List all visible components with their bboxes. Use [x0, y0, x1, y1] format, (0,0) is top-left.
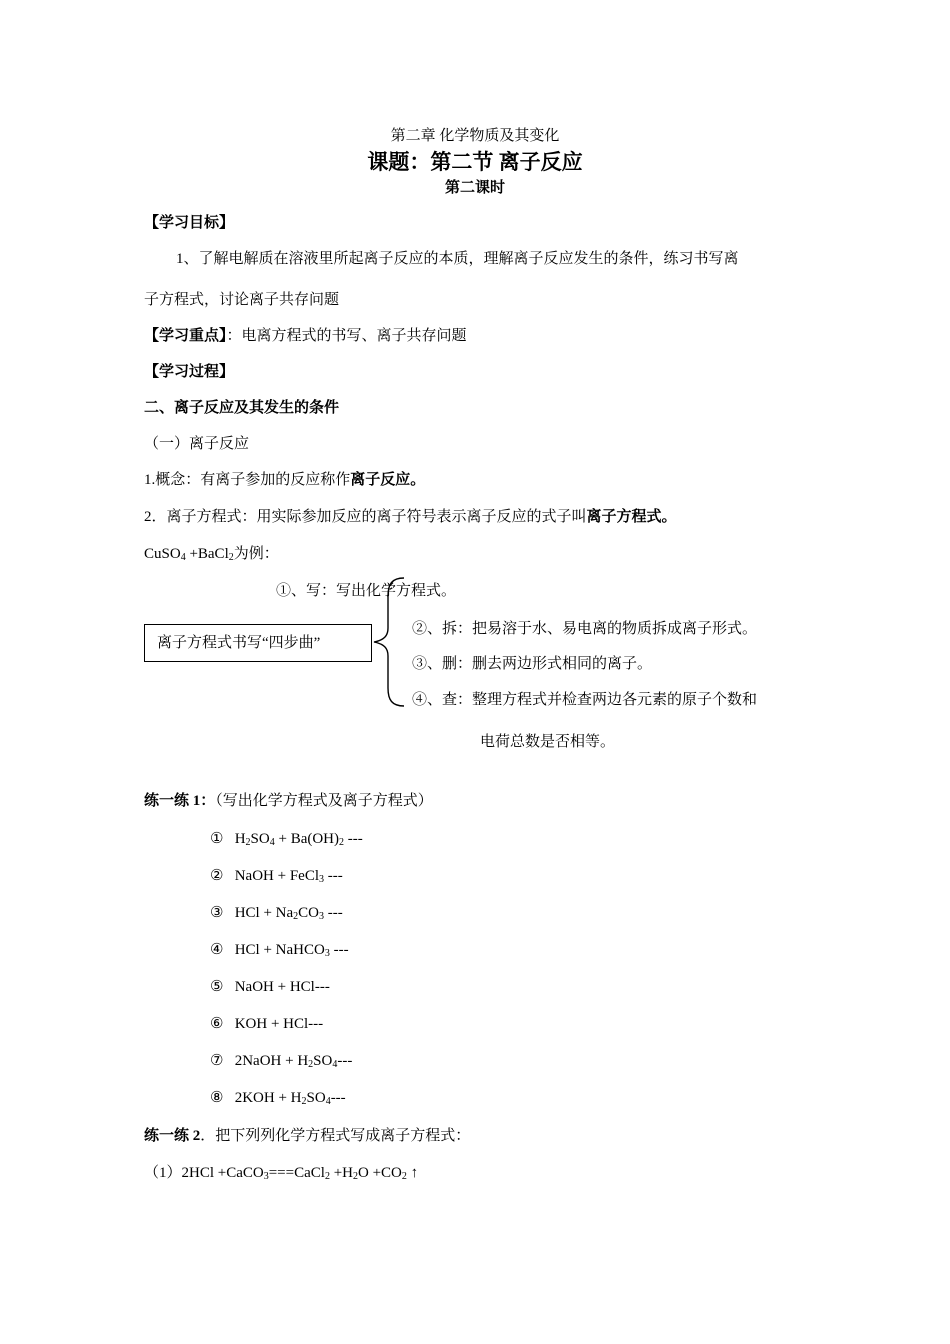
practice-1-item [210, 1088, 346, 1108]
focus-text: ：电离方程式的书写、离子共存问题 [226, 328, 467, 344]
equation-definition-text: 2．离子方程式：用实际参加反应的离子符号表示离子反应的式子叫 [144, 509, 587, 525]
practice-2-heading [144, 1126, 470, 1146]
formula-subscript: 2 [308, 1059, 314, 1070]
practice-2-label: 练一练 2 [144, 1128, 201, 1144]
formula-part: 2KOH + H [234, 1090, 302, 1106]
subsection-1-heading: （一）离子反应 [144, 436, 250, 452]
process-heading: 【学习过程】 [144, 364, 235, 380]
lesson-title: 课题：第二节 离子反应 [367, 150, 583, 174]
formula-subscript: 2 [301, 1096, 307, 1107]
item-number: ④ [210, 942, 224, 958]
example-formula-1: CuSO [144, 546, 181, 562]
practice-2-instruction: ．把下列列化学方程式写成离子方程式： [200, 1128, 471, 1144]
formula-part: ↑ [406, 1165, 419, 1181]
formula-part: KOH + HCl--- [234, 1016, 324, 1032]
formula-subscript: 2 [339, 837, 345, 848]
focus-heading: 【学习重点】 [144, 328, 227, 344]
step-2-split: ②、拆：把易溶于水、易电离的物质拆成离子形式。 [412, 621, 758, 637]
formula-part: H [234, 831, 246, 847]
practice-1-item [210, 866, 343, 886]
formula-subscript: 3 [319, 874, 324, 885]
example-line [144, 544, 279, 564]
four-steps-box [144, 624, 372, 662]
example-suffix: 为例： [233, 546, 279, 562]
objectives-line-2: 子方程式，讨论离子共存问题 [144, 292, 340, 308]
formula-part: SO [313, 1053, 333, 1069]
formula-part: HCl + Na [234, 905, 294, 921]
item-number: ② [210, 868, 224, 884]
four-steps-box-label: 离子方程式书写“四步曲” [157, 635, 321, 651]
formula-part: NaOH + HCl--- [234, 979, 330, 995]
example-subscript-2: 2 [228, 552, 234, 563]
item-number: ① [210, 831, 224, 847]
step-3-delete: ③、删：删去两边形式相同的离子。 [412, 656, 653, 672]
item-number: ⑦ [210, 1053, 224, 1069]
practice-1-item [210, 903, 343, 923]
formula-subscript: 3 [324, 948, 330, 959]
practice-1-label: 练一练 1： [144, 793, 216, 809]
formula-part: + Ba(OH) [274, 831, 340, 847]
practice-1-item [210, 977, 330, 997]
practice-1-item [210, 1014, 323, 1034]
item-number: ⑧ [210, 1090, 224, 1106]
step-4-check-continued: 电荷总数是否相等。 [480, 734, 616, 750]
formula-part: --- [337, 1053, 353, 1069]
formula-part: O +CO [357, 1165, 402, 1181]
practice-1-heading [144, 791, 433, 811]
formula-part: SO [250, 831, 270, 847]
formula-part: CO [298, 905, 320, 921]
example-subscript-1: 4 [180, 552, 186, 563]
formula-part: NaOH + FeCl [234, 868, 319, 884]
formula-part: --- [324, 905, 343, 921]
practice-1-instruction: （写出化学方程式及离子方程式） [215, 793, 433, 809]
formula-subscript: 3 [263, 1171, 269, 1182]
formula-subscript: 4 [325, 1096, 331, 1107]
objectives-line-1: 1、了解电解质在溶液里所起离子反应的本质，理解离子反应发生的条件，练习书写离 [176, 251, 739, 267]
formula-subscript: 4 [269, 837, 275, 848]
concept-term: 离子反应。 [350, 472, 426, 488]
step-1-write: ①、写：写出化学方程式。 [276, 583, 457, 599]
lesson-subtitle: 第二课时 [444, 180, 505, 196]
formula-part: --- [330, 1090, 346, 1106]
formula-subscript: 3 [319, 911, 325, 922]
formula-subscript: 2 [352, 1171, 358, 1182]
formula-part: +H [329, 1165, 353, 1181]
formula-subscript: 2 [401, 1171, 407, 1182]
equation-definition-term: 离子方程式。 [586, 509, 677, 525]
practice-1-item [210, 940, 349, 960]
formula-subscript: 4 [332, 1059, 338, 1070]
formula-part: 2NaOH + H [234, 1053, 309, 1069]
formula-subscript: 2 [245, 837, 251, 848]
section2-heading: 二、离子反应及其发生的条件 [144, 400, 340, 416]
practice-2-item-1 [144, 1163, 418, 1183]
concept-text: 1.概念：有离子参加的反应称作 [144, 472, 351, 488]
focus-paragraph [144, 326, 467, 346]
item-number: ⑥ [210, 1016, 224, 1032]
chapter-heading: 第二章 化学物质及其变化 [390, 128, 560, 144]
step-4-check: ④、查：整理方程式并检查两边各元素的原子个数和 [412, 692, 758, 708]
item-number: ③ [210, 905, 224, 921]
formula-subscript: 2 [324, 1171, 330, 1182]
example-formula-2: +BaCl [185, 546, 229, 562]
formula-part: --- [344, 831, 363, 847]
objectives-heading: 【学习目标】 [144, 215, 235, 231]
formula-subscript: 2 [293, 911, 299, 922]
concept-paragraph [144, 470, 425, 490]
formula-part: SO [306, 1090, 326, 1106]
practice-1-item [210, 1051, 352, 1071]
formula-part: --- [324, 868, 343, 884]
formula-part: ===CaCl [268, 1165, 325, 1181]
equation-definition-paragraph [144, 507, 677, 527]
formula-part: HCl + NaHCO [234, 942, 325, 958]
formula-part: （1）2HCl +CaCO [144, 1165, 264, 1181]
item-number: ⑤ [210, 979, 224, 995]
formula-part: --- [329, 942, 349, 958]
practice-1-item [210, 829, 363, 849]
